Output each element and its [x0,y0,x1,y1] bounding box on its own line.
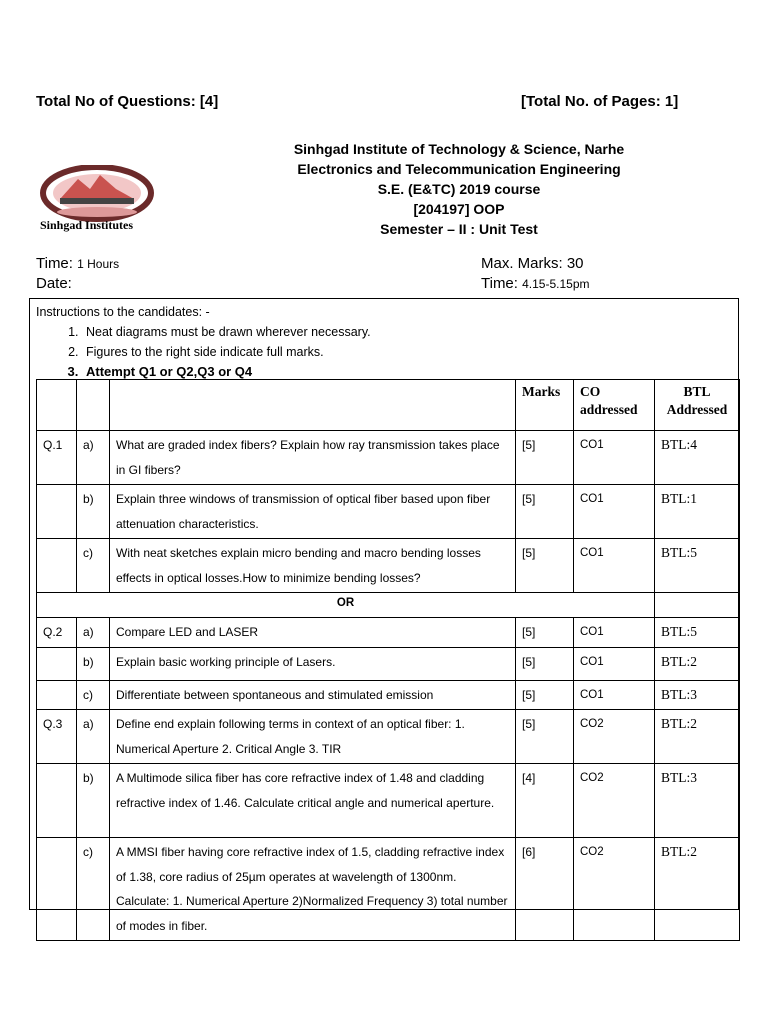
marks-cell: [6] [516,838,574,941]
instructions-list [36,322,371,382]
btl-cell: BTL:2 [655,647,740,680]
question-text: A MMSI fiber having core refractive index of 1.5, cladding refractive index of 1.38, core radius of 25µm operates at wavelength of 1300nm. Calculate: 1. Numerical Aperture 2)Normalized Frequency 3) total number of modes in fiber. [110,838,516,941]
question-number: Q.1 [37,431,77,485]
sub-question: a) [77,618,110,648]
table-row [37,838,740,941]
co-cell: CO2 [574,710,655,764]
marks-cell: [5] [516,431,574,485]
question-text: What are graded index fibers? Explain how ray transmission takes place in GI fibers? [110,431,516,485]
co-cell: CO1 [574,618,655,648]
header-q [37,380,77,431]
co-cell: CO1 [574,431,655,485]
question-number [37,680,77,710]
marks-cell: [5] [516,618,574,648]
sub-question: b) [77,647,110,680]
table-row [37,764,740,838]
or-row [37,593,740,618]
instructions [36,302,371,382]
table-row [37,618,740,648]
btl-cell: BTL:3 [655,764,740,838]
header-btl: BTL Addressed [655,380,740,431]
question-text: Define end explain following terms in context of an optical fiber: 1. Numerical Aperture 2. Critical Angle 3. TIR [110,710,516,764]
total-questions: Total No of Questions: [4] [36,93,219,110]
table-row [37,485,740,539]
co-cell: CO1 [574,647,655,680]
question-text: With neat sketches explain micro bending and macro bending losses effects in optical losses.How to minimize bending losses? [110,539,516,593]
logo-caption: Sinhgad Institutes [40,218,134,232]
or-label: OR [37,593,655,618]
header-co [574,380,655,431]
btl-cell: BTL:5 [655,539,740,593]
time2-label: Time: [481,275,518,292]
date-label: Date: [36,275,72,292]
sub-question: b) [77,764,110,838]
sub-question: b) [77,485,110,539]
marks-cell: [5] [516,680,574,710]
course-name: S.E. (E&TC) 2019 course [377,181,541,197]
btl-cell: BTL:4 [655,431,740,485]
table-row [37,710,740,764]
btl-cell: BTL:2 [655,838,740,941]
table-row [37,680,740,710]
marks-cell: [5] [516,710,574,764]
time2-line [481,275,590,292]
question-number [37,647,77,680]
questions-table [36,379,740,941]
time-line [36,255,119,272]
header-question [110,380,516,431]
subject-code: [204197] OOP [413,201,505,217]
co-cell: CO1 [574,539,655,593]
max-marks: Max. Marks: 30 [481,255,584,272]
instruction-item: 3. Attempt Q1 or Q2,Q3 or Q4 [82,362,371,382]
question-text: Differentiate between spontaneous and stimulated emission [110,680,516,710]
header-marks: Marks [516,380,574,431]
question-text: A Multimode silica fiber has core refractive index of 1.48 and cladding refractive index of 1.46. Calculate critical angle and numerical aperture. [110,764,516,838]
sub-question: c) [77,680,110,710]
btl-cell: BTL:1 [655,485,740,539]
question-number: Q.2 [37,618,77,648]
sub-question: a) [77,710,110,764]
time2-value: 4.15-5.15pm [522,277,590,291]
question-number: Q.3 [37,710,77,764]
co-cell: CO2 [574,764,655,838]
table-row [37,647,740,680]
question-text: Explain three windows of transmission of optical fiber based upon fiber attenuation characteristics. [110,485,516,539]
instructions-title: Instructions to the candidates: - [36,305,210,319]
question-number [37,764,77,838]
sub-question: c) [77,838,110,941]
co-cell: CO1 [574,485,655,539]
btl-cell: BTL:5 [655,618,740,648]
total-pages: [Total No. of Pages: 1] [521,93,679,110]
table-header-row [37,380,740,431]
btl-cell: BTL:2 [655,710,740,764]
marks-cell: [5] [516,647,574,680]
instruction-item: 1. Neat diagrams must be drawn wherever necessary. [82,322,371,342]
question-text: Explain basic working principle of Lasers. [110,647,516,680]
department-name: Electronics and Telecommunication Engineering [297,161,621,177]
sub-question: c) [77,539,110,593]
question-number [37,485,77,539]
co-cell: CO2 [574,838,655,941]
marks-cell: [5] [516,485,574,539]
header-co-label: CO addressed [580,384,638,417]
header-sub [77,380,110,431]
marks-cell: [5] [516,539,574,593]
question-number [37,838,77,941]
co-cell: CO1 [574,680,655,710]
table-row [37,539,740,593]
time-label: Time: [36,255,73,272]
instruction-item: 2. Figures to the right side indicate full marks. [82,342,371,362]
time-value: 1 Hours [77,257,120,271]
btl-cell: BTL:3 [655,680,740,710]
institute-name: Sinhgad Institute of Technology & Science, Narhe [293,141,625,157]
question-number [37,539,77,593]
marks-cell: [4] [516,764,574,838]
exam-title: Semester – II : Unit Test [380,221,538,237]
table-row [37,431,740,485]
sub-question: a) [77,431,110,485]
question-text: Compare LED and LASER [110,618,516,648]
or-empty [655,593,740,618]
